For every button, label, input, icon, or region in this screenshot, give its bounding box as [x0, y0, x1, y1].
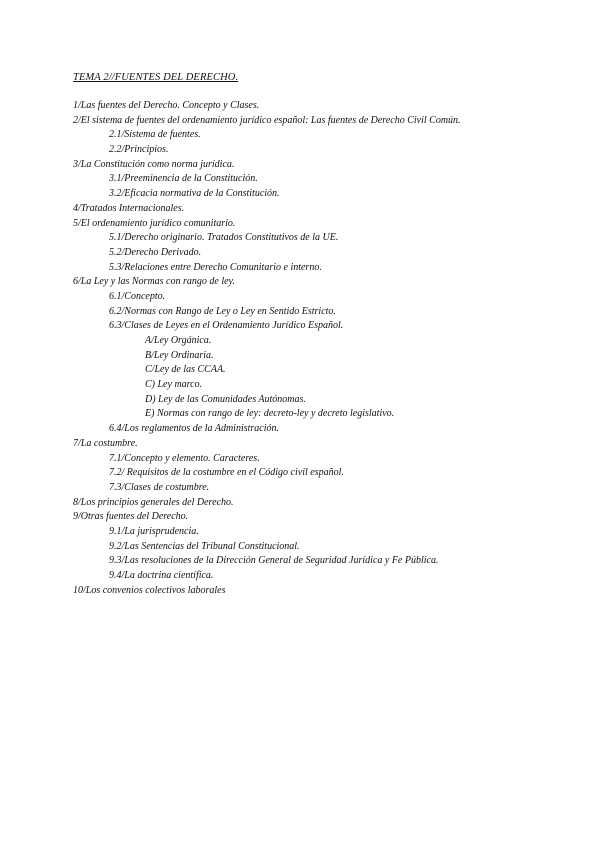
outline-section: 6/La Ley y las Normas con rango de ley. — [73, 276, 235, 288]
outline-section: 7/La costumbre. — [73, 437, 138, 449]
outline-subsection: 7.3/Clases de costumbre. — [109, 481, 210, 493]
outline-subitem: C/Ley de las CCAA. — [145, 364, 226, 376]
outline-subsection: 6.4/Los reglamentos de la Administración. — [109, 423, 279, 435]
outline-subsection: 3.2/Eficacia normativa de la Constitución. — [109, 188, 280, 200]
outline-subsection: 7.2/ Requisitos de la costumbre en el Código civil español. — [109, 467, 344, 479]
outline-subsection: 6.3/Clases de Leyes en el Ordenamiento Jurídico Español. — [109, 320, 344, 332]
outline-section: 4/Tratados Internacionales. — [73, 202, 185, 214]
outline-subsection: 6.2/Normas con Rango de Ley o Ley en Sentido Estricto. — [109, 305, 336, 317]
outline-subitem: E) Normas con rango de ley: decreto-ley y decreto legislativo. — [145, 408, 395, 420]
outline-subitem: C) Ley marco. — [145, 379, 203, 391]
outline-subitem: B/Ley Ordinaria. — [145, 349, 214, 361]
document-title: TEMA 2//FUENTES DEL DERECHO. — [73, 72, 239, 83]
outline-subsection: 9.2/Las Sentencias del Tribunal Constitucional. — [109, 540, 300, 552]
outline-subsection: 5.3/Relaciones entre Derecho Comunitario e interno. — [109, 261, 322, 273]
outline-section: 1/Las fuentes del Derecho. Concepto y Clases. — [73, 100, 260, 111]
outline-section: 9/Otras fuentes del Derecho. — [73, 511, 189, 523]
outline-subsection: 5.1/Derecho originario. Tratados Constitutivos de la UE. — [109, 232, 339, 244]
document-outline — [73, 99, 573, 598]
outline-subsection: 9.1/La jurisprudencia. — [109, 525, 199, 537]
outline-subsection: 6.1/Concepto. — [109, 290, 166, 302]
outline-subitem: A/Ley Orgánica. — [145, 335, 212, 346]
outline-section: 3/La Constitución como norma jurídica. — [73, 158, 235, 170]
outline-subsection: 7.1/Concepto y elemento. Caracteres. — [109, 452, 260, 464]
outline-subsection: 9.4/La doctrina científica. — [109, 570, 214, 581]
outline-section: 2/El sistema de fuentes del ordenamiento jurídico español: Las fuentes de Derecho Civil Común. — [73, 114, 461, 126]
outline-subsection: 5.2/Derecho Derivado. — [109, 246, 202, 258]
outline-section: 10/Los convenios colectivos laborales — [73, 584, 226, 596]
outline-subsection: 2.2/Principios. — [109, 144, 169, 156]
outline-subitem: D) Ley de las Comunidades Autónomas. — [145, 393, 306, 405]
outline-subsection: 9.3/Las resoluciones de la Dirección General de Seguridad Jurídica y Fe Pública. — [109, 555, 439, 567]
outline-subsection: 2.1/Sistema de fuentes. — [109, 129, 201, 141]
outline-section: 8/Los principios generales del Derecho. — [73, 496, 234, 508]
outline-section: 5/El ordenamiento jurídico comunitario. — [73, 217, 236, 229]
outline-subsection: 3.1/Preeminencia de la Constitución. — [109, 173, 258, 185]
